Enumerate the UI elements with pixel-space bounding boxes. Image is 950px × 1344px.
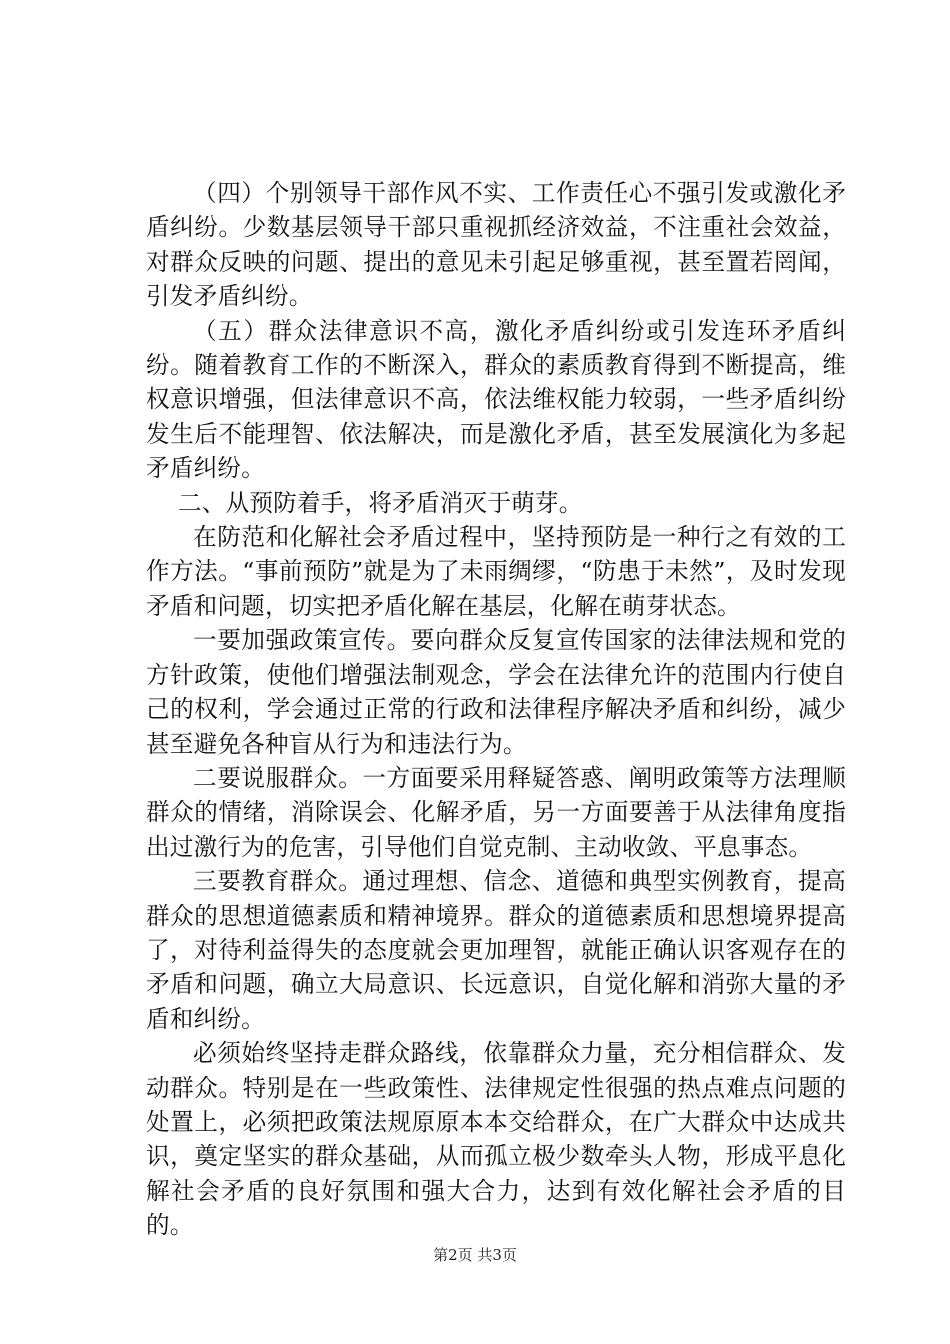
document-body [146, 176, 846, 1243]
paragraph-persuade-masses: 二要说服群众。一方面要采用释疑答惑、阐明政策等方法理顺群众的情绪，消除误会、化解矛盾，另一方面要善于从法律角度指出过激行为的危害，引导他们自觉克制、主动收敛、平息事态。 [146, 763, 846, 861]
paragraph-mass-line: 必须始终坚持走群众路线，依靠群众力量，充分相信群众、发动群众。特别是在一些政策性、法律规定性很强的热点难点问题的处置上，必须把政策法规原原本本交给群众，在广大群众中达成共识，奠定坚实的群众基础，从而孤立极少数牵头人物，形成平息化解社会矛盾的良好氛围和强大合力，达到有效化解社会矛盾的目的。 [146, 1039, 846, 1240]
section-heading-2: 二、从预防着手，将矛盾消灭于萌芽。 [178, 488, 583, 517]
paragraph-item-5: （五）群众法律意识不高，激化矛盾纠纷或引发连环矛盾纠纷。随着教育工作的不断深入，群众的素质教育得到不断提高，维权意识增强，但法律意识不高，依法维权能力较弱，一些矛盾纠纷发生后不能理智、依法解决，而是激化矛盾，甚至发展演化为多起矛盾纠纷。 [146, 316, 846, 483]
paragraph-educate-masses: 三要教育群众。通过理想、信念、道德和典型实例教育，提高群众的思想道德素质和精神境界。群众的道德素质和思想境界提高了，对待利益得失的态度就会更加理智，就能正确认识客观存在的矛盾和问题，确立大局意识、长远意识，自觉化解和消弥大量的矛盾和纠纷。 [146, 867, 846, 1033]
page-number-footer: 第2页 共3页 [433, 1246, 517, 1264]
paragraph-policy-publicity: 一要加强政策宣传。要向群众反复宣传国家的法律法规和党的方针政策，使他们增强法制观念，学会在法律允许的范围内行使自己的权利，学会通过正常的行政和法律程序解决矛盾和纠纷，减少甚至避免各种盲从行为和违法行为。 [146, 626, 846, 758]
paragraph-item-4: （四）个别领导干部作风不实、工作责任心不强引发或激化矛盾纠纷。少数基层领导干部只重视抓经济效益，不注重社会效益，对群众反映的问题、提出的意见未引起足够重视，甚至置若罔闻，引发矛盾纠纷。 [146, 179, 846, 311]
paragraph-prevention-intro: 在防范和化解社会矛盾过程中，坚持预防是一种行之有效的工作方法。“事前预防”就是为了未雨绸缪，“防患于未然”，及时发现矛盾和问题，切实把矛盾化解在基层，化解在萌芽状态。 [146, 523, 846, 620]
